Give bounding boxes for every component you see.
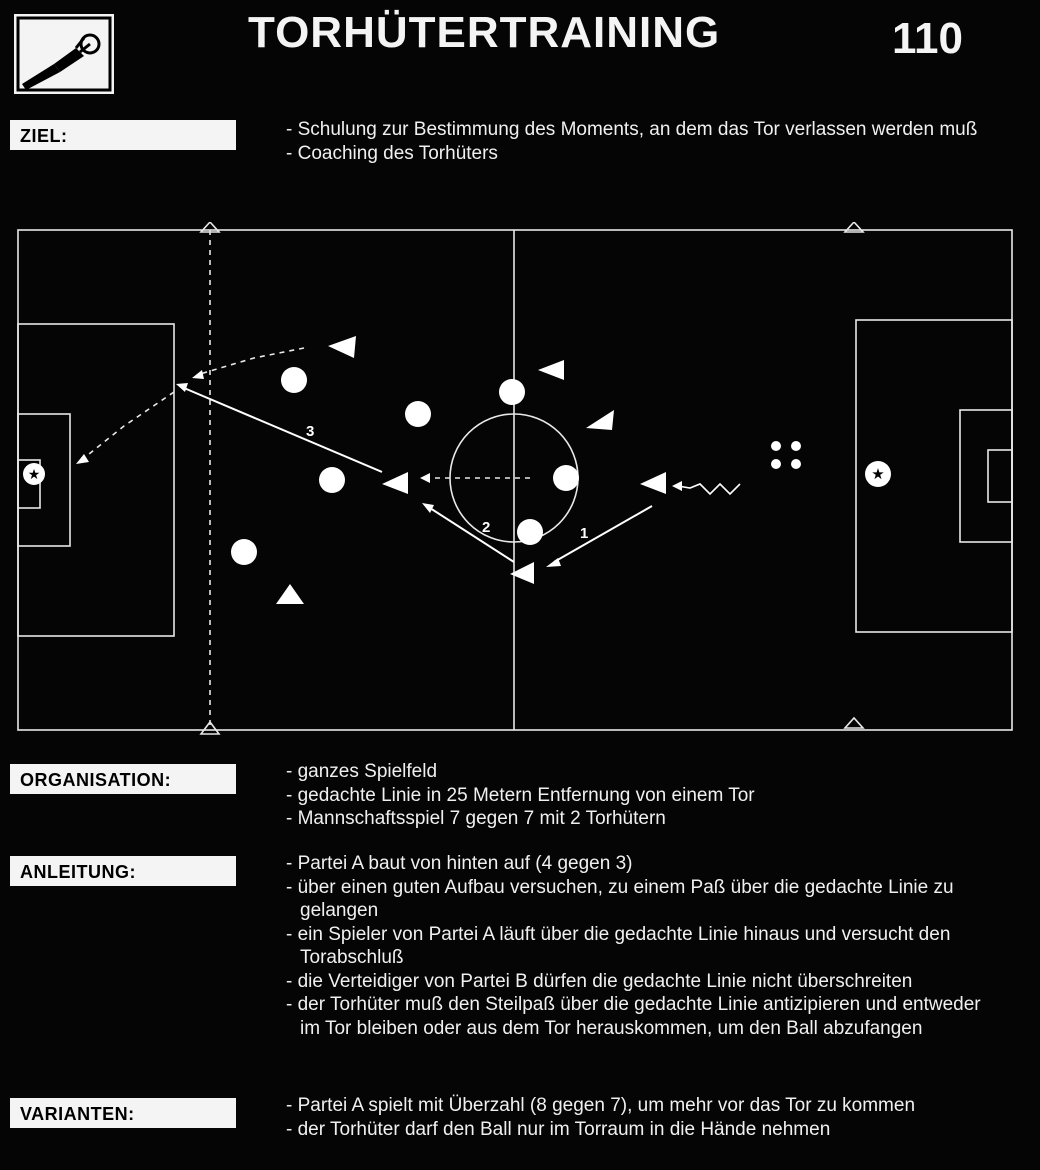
player-circle bbox=[517, 519, 543, 545]
player-circle bbox=[405, 401, 431, 427]
list-item: - Partei A baut von hinten auf (4 gegen 3) bbox=[286, 853, 633, 874]
list-item: - ganzes Spielfeld bbox=[286, 761, 438, 782]
organisation-label: ORGANISATION: bbox=[10, 764, 236, 794]
arrow-head bbox=[176, 383, 188, 392]
pass-arrow-3 bbox=[184, 388, 382, 472]
pitch-outline bbox=[18, 230, 1012, 730]
anleitung-list bbox=[286, 852, 998, 1040]
pass-label-2: 2 bbox=[482, 519, 491, 536]
card-number: 110 bbox=[892, 14, 963, 63]
player-triangle bbox=[276, 584, 304, 604]
right-goal-area bbox=[960, 410, 1012, 542]
player-triangle bbox=[382, 472, 408, 494]
right-goal bbox=[988, 450, 1012, 502]
player-triangle bbox=[328, 336, 356, 358]
ziel-label: ZIEL: bbox=[10, 120, 236, 150]
list-item: - über einen guten Aufbau versuchen, zu einem Paß über die gedachte Linie zu gelangen bbox=[286, 876, 954, 921]
star-icon: ★ bbox=[871, 465, 885, 483]
list-item: - Schulung zur Bestimmung des Moments, an dem das Tor verlassen werden muß bbox=[286, 119, 978, 140]
page-title: TORHÜTERTRAINING bbox=[248, 8, 721, 57]
ziel-list bbox=[286, 118, 986, 165]
list-item: - der Torhüter muß den Steilpaß über die gedachte Linie antizipieren und entweder im Tor bleiben oder aus dem Tor herauskommen, um den Ball abzufangen bbox=[286, 994, 981, 1039]
dashed-shot bbox=[84, 392, 174, 458]
arrow-head bbox=[672, 481, 682, 491]
player-triangle bbox=[538, 360, 564, 380]
player-triangle bbox=[640, 472, 666, 494]
cone-marker bbox=[845, 718, 863, 728]
player-circle bbox=[499, 379, 525, 405]
ball bbox=[791, 459, 801, 469]
list-item: - die Verteidiger von Partei B dürfen die gedachte Linie nicht überschreiten bbox=[286, 970, 913, 992]
star-icon: ★ bbox=[27, 467, 41, 483]
goalkeeper-logo bbox=[14, 14, 114, 94]
list-item: - der Torhüter darf den Ball nur im Torraum in die Hände nehmen bbox=[286, 1118, 831, 1140]
arrow-head bbox=[420, 473, 430, 483]
organisation-list bbox=[286, 760, 986, 831]
arrow-head bbox=[76, 454, 89, 464]
pass-arrow-2 bbox=[430, 508, 514, 562]
player-circle bbox=[319, 467, 345, 493]
list-item: - Partei A spielt mit Überzahl (8 gegen 7), um mehr vor das Tor zu kommen bbox=[286, 1095, 916, 1116]
pass-label-3: 3 bbox=[306, 423, 315, 440]
varianten-list bbox=[286, 1094, 1026, 1141]
player-circle bbox=[231, 539, 257, 565]
pass-label-1: 1 bbox=[580, 525, 589, 542]
player-triangle bbox=[586, 410, 614, 430]
ball bbox=[771, 459, 781, 469]
player-circle bbox=[281, 367, 307, 393]
list-item: - ein Spieler von Partei A läuft über die gedachte Linie hinaus und versucht den Torabschluß bbox=[286, 923, 951, 968]
goalkeeper-glove-icon bbox=[14, 14, 114, 94]
dribble-path bbox=[678, 484, 740, 494]
varianten-label: VARIANTEN: bbox=[10, 1098, 236, 1128]
ball bbox=[771, 441, 781, 451]
list-item: - Mannschaftsspiel 7 gegen 7 mit 2 Torhütern bbox=[286, 808, 666, 829]
list-item: - gedachte Linie in 25 Metern Entfernung von einem Tor bbox=[286, 784, 755, 806]
list-item: - Coaching des Torhüters bbox=[286, 142, 498, 164]
player-circle bbox=[553, 465, 579, 491]
pitch-diagram bbox=[14, 222, 1018, 738]
anleitung-label: ANLEITUNG: bbox=[10, 856, 236, 886]
ball bbox=[791, 441, 801, 451]
arrow-head bbox=[192, 370, 204, 379]
pass-arrow-1 bbox=[554, 506, 652, 562]
arrow-head bbox=[422, 503, 434, 513]
